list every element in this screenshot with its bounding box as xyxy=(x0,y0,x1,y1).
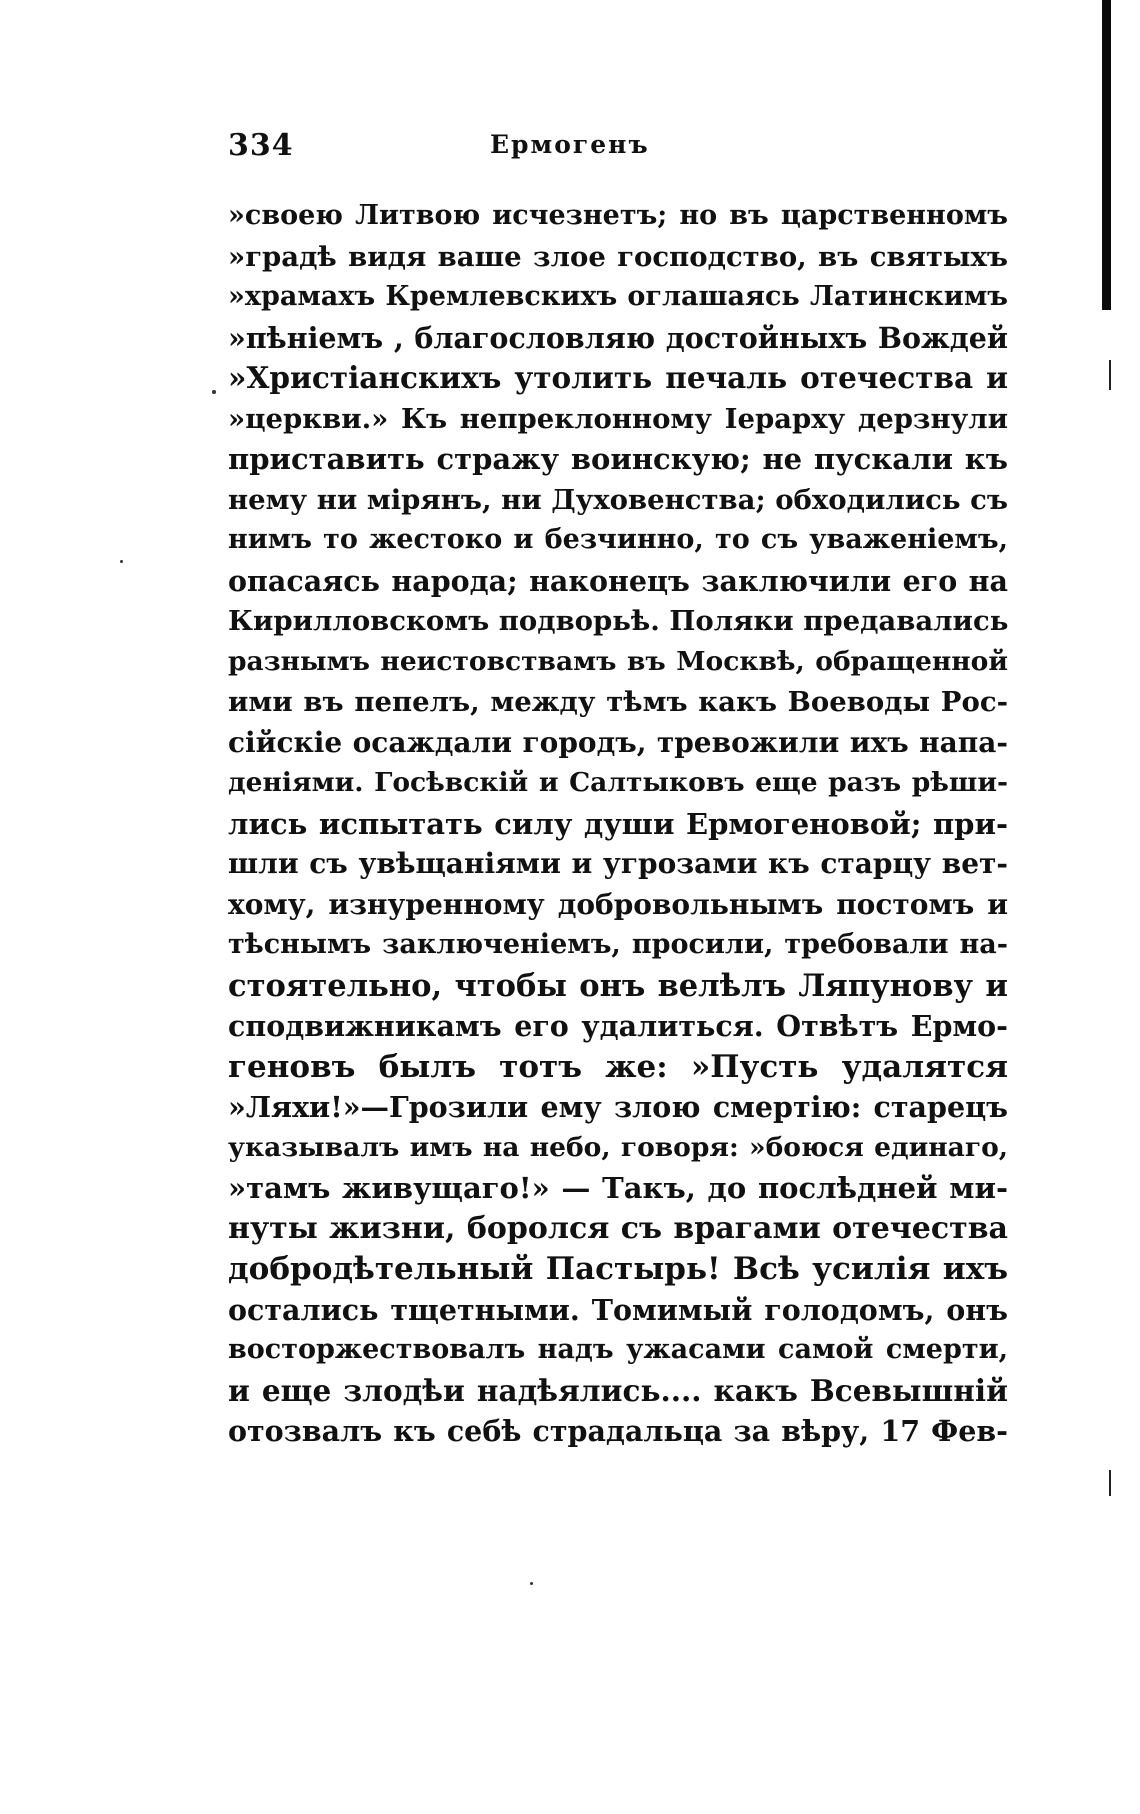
text-line: геновъ былъ тотъ же: »Пусть удалятся xyxy=(228,1048,1008,1085)
scan-speck xyxy=(120,560,123,563)
text-line: остались тщетными. Томимый голодомъ, онъ xyxy=(228,1292,1008,1327)
running-title: Ермогенъ xyxy=(490,130,650,159)
text-line: отозвалъ къ себѣ страдальца за вѣру, 17 Фев- xyxy=(228,1414,1008,1448)
text-line: Кирилловскомъ подворьѣ. Поляки предавались xyxy=(228,605,1008,637)
text-line: деніями. Госѣвскій и Салтыковъ еще разъ рѣши- xyxy=(228,767,1008,798)
text-line: »градѣ видя ваше злое господство, въ святыхъ xyxy=(228,240,1008,273)
page-number: 334 xyxy=(228,128,294,163)
text-line: сійскіе осаждали городъ, тревожили ихъ напа- xyxy=(228,725,1008,759)
text-line: лись испытать силу души Ермогеновой; при- xyxy=(228,806,1008,841)
text-line: »храмахъ Кремлевскихъ оглашаясь Латинскимъ xyxy=(228,281,1008,312)
text-line: нимъ то жестоко и безчинно, то съ уваженіемъ, xyxy=(228,524,1008,555)
text-line: добродѣтельный Пастырь! Всѣ усилія ихъ xyxy=(228,1251,1008,1287)
scan-speck xyxy=(530,1582,533,1585)
text-line: разнымъ неистовствамъ въ Москвѣ, обращенной xyxy=(228,645,1008,677)
text-line: нуты жизни, боролся съ врагами отечества xyxy=(228,1210,1008,1246)
text-line: »своею Литвою исчезнетъ; но въ царственномъ xyxy=(228,200,1008,231)
scan-edge-mark xyxy=(1109,1470,1111,1496)
text-line: шли съ увѣщаніями и угрозами къ старцу вет- xyxy=(228,847,1008,880)
text-line: нему ни мірянъ, ни Духовенства; обходились съ xyxy=(228,483,1008,516)
text-line: приставить стражу воинскую; не пускали къ xyxy=(228,442,1008,476)
text-line: восторжествовалъ надъ ужасами самой смерти, xyxy=(228,1334,1008,1365)
text-line: »пѣніемъ , благословляю достойныхъ Вождей xyxy=(228,320,1008,355)
text-line: ими въ пепелъ, между тѣмъ какъ Воеводы Рос- xyxy=(228,686,1008,718)
scan-edge-shadow xyxy=(1102,0,1111,310)
text-line: »тамъ живущаго!» — Такъ, до послѣдней ми- xyxy=(228,1171,1008,1205)
scan-speck xyxy=(212,390,216,394)
body-text xyxy=(228,196,1008,1452)
text-line: хому, изнуренному добровольнымъ постомъ и xyxy=(228,887,1008,921)
scan-edge-mark xyxy=(1109,360,1111,390)
text-line: »Христіанскихъ утолить печаль отечества и xyxy=(228,360,1008,395)
text-line: »церкви.» Къ непреклонному Іерарху дерзнули xyxy=(228,402,1008,435)
text-line: тѣснымъ заключеніемъ, просили, требовали на- xyxy=(228,929,1008,960)
text-line: указывалъ имъ на небо, говоря: »боюся единаго, xyxy=(228,1131,1008,1163)
page-header xyxy=(228,128,1008,172)
text-line: сподвижникамъ его удалиться. Отвѣтъ Ермо- xyxy=(228,1009,1008,1043)
text-line: »Ляхи!»—Грозили ему злою смертію: старецъ xyxy=(228,1090,1008,1124)
text-line: и еще злодѣи надѣялись.... какъ Всевышній xyxy=(228,1372,1008,1408)
text-line: опасаясь народа; наконецъ заключили его на xyxy=(228,563,1008,598)
text-line: стоятельно, чтобы онъ велѣлъ Ляпунову и xyxy=(228,967,1008,1004)
